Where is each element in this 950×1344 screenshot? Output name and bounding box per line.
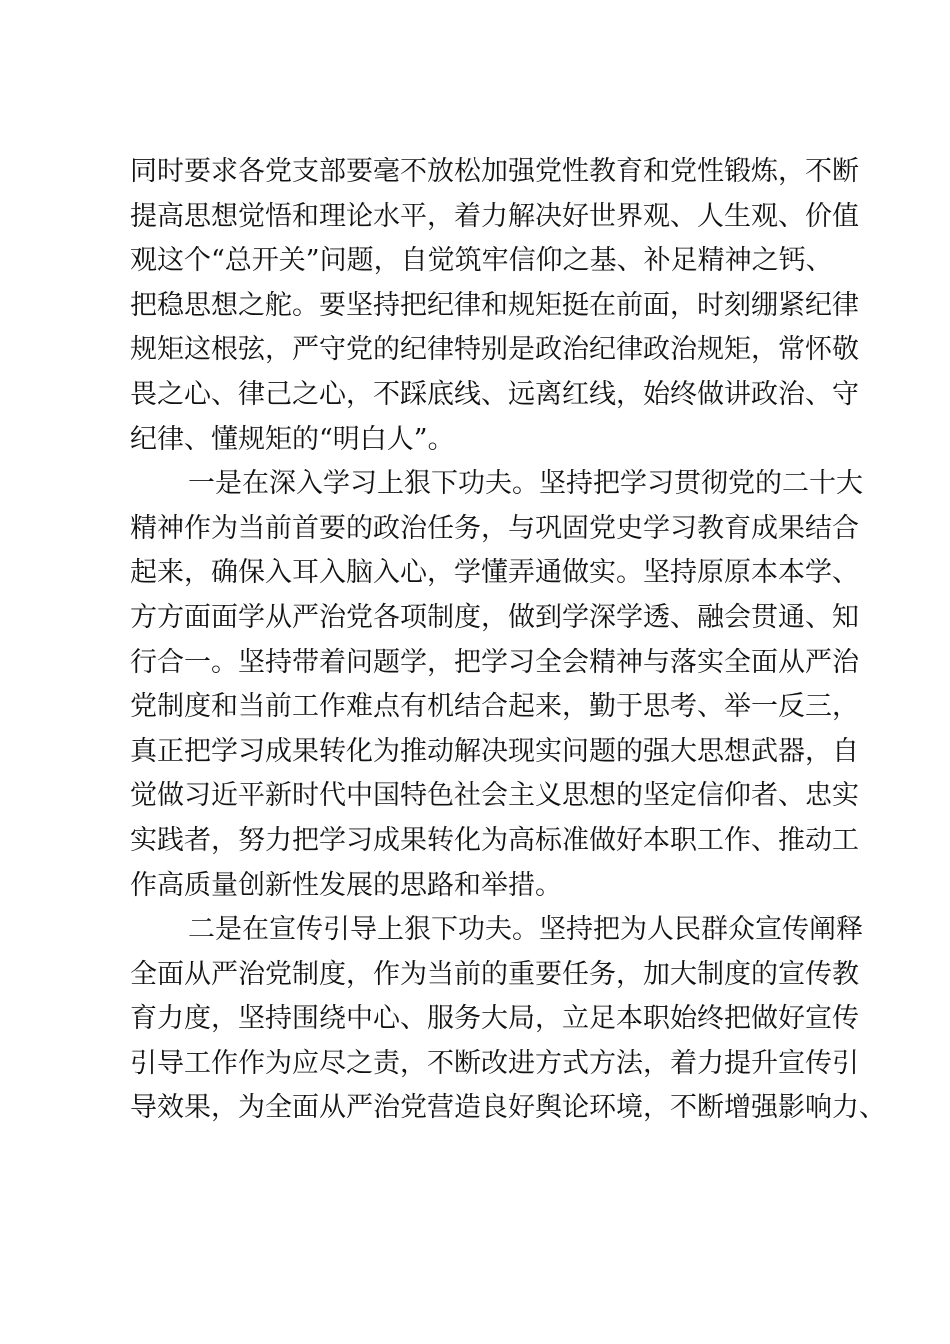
paragraph bbox=[130, 912, 886, 1135]
text-line: 纪律、懂规矩的“明白人”。 bbox=[130, 423, 455, 455]
text-line: 实践者，努力把学习成果转化为高标准做好本职工作、推动工 bbox=[130, 824, 859, 856]
text-line: 精神作为当前首要的政治任务，与巩固党史学习教育成果结合 bbox=[130, 512, 859, 544]
text-line: 一是在深入学习上狠下功夫。坚持把学习贯彻党的二十大 bbox=[188, 468, 863, 500]
text-line: 提高思想觉悟和理论水平，着力解决好世界观、人生观、价值 bbox=[130, 200, 859, 232]
document-page bbox=[130, 154, 886, 1135]
text-line: 作高质量创新性发展的思路和举措。 bbox=[130, 869, 562, 901]
text-line: 党制度和当前工作难点有机结合起来，勤于思考、举一反三， bbox=[130, 691, 859, 723]
text-line: 二是在宣传引导上狠下功夫。坚持把为人民群众宣传阐释 bbox=[188, 914, 863, 946]
text-line: 规矩这根弦，严守党的纪律特别是政治纪律政治规矩，常怀敬 bbox=[130, 334, 859, 366]
text-line: 引导工作作为应尽之责，不断改进方式方法，着力提升宣传引 bbox=[130, 1047, 859, 1079]
text-line: 同时要求各党支部要毫不放松加强党性教育和党性锻炼，不断 bbox=[130, 156, 859, 187]
text-line: 起来，确保入耳入脑入心，学懂弄通做实。坚持原原本本学、 bbox=[130, 557, 859, 589]
text-line: 全面从严治党制度，作为当前的重要任务，加大制度的宣传教 bbox=[130, 958, 859, 990]
text-line: 方方面面学从严治党各项制度，做到学深学透、融会贯通、知 bbox=[130, 601, 859, 633]
text-line: 真正把学习成果转化为推动解决现实问题的强大思想武器，自 bbox=[130, 735, 859, 767]
text-line: 觉做习近平新时代中国特色社会主义思想的坚定信仰者、忠实 bbox=[130, 780, 859, 812]
paragraph bbox=[130, 466, 863, 912]
text-line: 把稳思想之舵。要坚持把纪律和规矩挺在前面，时刻绷紧纪律 bbox=[130, 289, 859, 321]
text-line: 观这个“总开关”问题，自觉筑牢信仰之基、补足精神之钙、 bbox=[130, 245, 833, 277]
text-line: 行合一。坚持带着问题学，把学习全会精神与落实全面从严治 bbox=[130, 646, 859, 678]
text-line: 导效果，为全面从严治党营造良好舆论环境，不断增强影响力、 bbox=[130, 1092, 886, 1124]
text-line: 畏之心、律己之心，不踩底线、远离红线，始终做讲政治、守 bbox=[130, 378, 859, 410]
text-line: 育力度，坚持围绕中心、服务大局，立足本职始终把做好宣传 bbox=[130, 1003, 859, 1035]
paragraph bbox=[130, 154, 859, 466]
